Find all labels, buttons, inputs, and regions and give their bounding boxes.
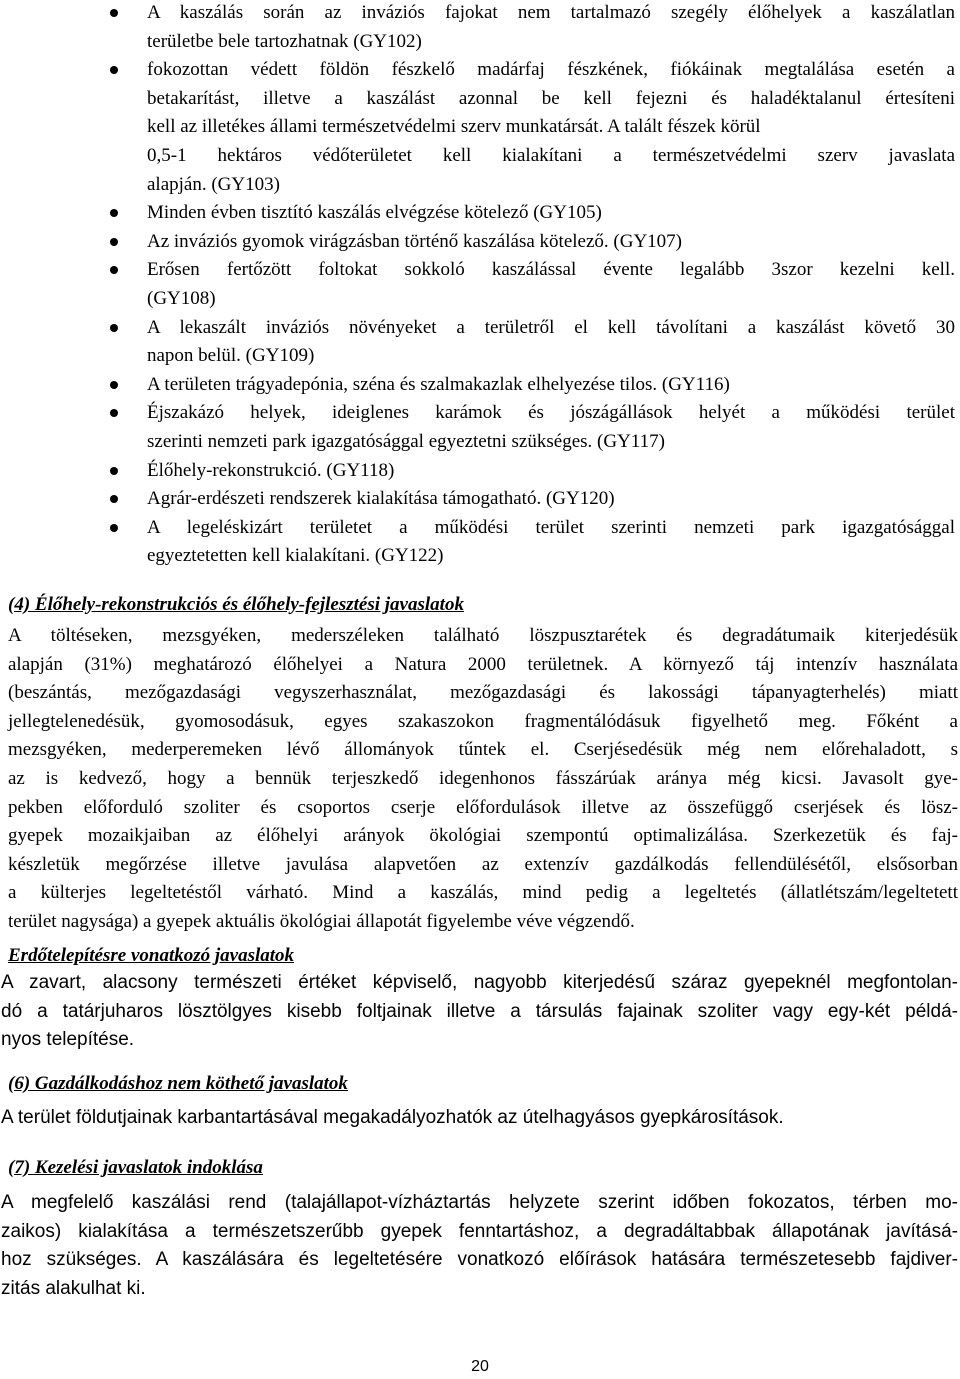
section-7-heading: (7) Kezelési javaslatok indoklása: [8, 1157, 263, 1178]
text-line: nyos telepítése.: [1, 1029, 135, 1051]
list-item: [0, 399, 955, 456]
text-line: Agrár-erdészeti rendszerek kialakítása támogatható. (GY120): [147, 488, 615, 510]
text-line: az is kedvező, hogy a bennük terjeszkedő idegenhonos fásszárúak aránya még kicsi. Javasolt gye-: [8, 767, 958, 789]
text-line: (GY108): [147, 287, 216, 309]
text-line: Éjszakázó helyek, ideiglenes karámok és jószágállások helyét a működési terület: [147, 402, 955, 424]
text-line: mezsgyéken, mederperemeken lévő állományok tűntek el. Cserjésedésük még nem előrehaladott, s: [8, 739, 958, 761]
list-item: [0, 199, 955, 228]
list-item: [0, 314, 955, 371]
text-line: hoz szükséges. A kaszálására és legeltetésére vonatkozó előírások hatására természetesebb fajdiver-: [1, 1249, 958, 1271]
text-line: dó a tatárjuharos lösztölgyes kisebb foltjainak illetve a társulás fajainak szoliter vagy egy-két példá-: [1, 1000, 958, 1022]
text-line: terület nagysága) a gyepek aktuális ökológiai állapotát figyelembe véve végzendő.: [8, 910, 635, 932]
section-4-paragraph: [8, 622, 958, 937]
section-6-paragraph: [1, 1104, 958, 1133]
management-rules-list: [0, 0, 960, 567]
text-line: A megfelelő kaszálási rend (talajállapot-vízháztartás helyzete szerint időben fokozatos, térben mo-: [1, 1192, 958, 1213]
text-line: készletük megőrzése illetve javulása alapvetően az extenzív gazdálkodás fellendülésétől, elsősorban: [8, 853, 958, 875]
text-line: zaikos) kialakítása a természetszerűbb gyepek fenntartáshoz, a degradáltabbak állapotának javításá-: [1, 1220, 958, 1242]
text-line: alapján. (GY103): [147, 173, 280, 195]
list-item: [0, 0, 955, 56]
list-item: [0, 56, 955, 199]
text-line: A töltéseken, mezsgyéken, mederszéleken található löszpusztarétek és degradátumaik kiterjedésük: [8, 625, 958, 646]
text-line: Minden évben tisztító kaszálás elvégzése kötelező (GY105): [147, 202, 602, 224]
text-line: fokozottan védett földön fészkelő madárfaj fészkének, fiókáinak megtalálása esetén a: [147, 59, 955, 81]
text-line: a külterjes legeltetéstől várható. Mind a kaszálás, mind pedig a legeltetés (állatlétszám/legeltetett: [8, 882, 958, 904]
text-line: szerinti nemzeti park igazgatósággal egyeztetni szükséges. (GY117): [147, 430, 665, 452]
text-line: területbe bele tartozhatnak (GY102): [147, 30, 422, 52]
text-line: alapján (31%) meghatározó élőhelyei a Natura 2000 területnek. A környező táj intenzív használata: [8, 653, 958, 675]
text-line: Az inváziós gyomok virágzásban történő kaszálása kötelező. (GY107): [147, 230, 682, 252]
text-line: A zavart, alacsony természeti értéket képviselő, nagyobb kiterjedésű száraz gyepeknél megfontolan-: [1, 972, 958, 993]
text-line: A legeléskizárt területet a működési terület szerinti nemzeti park igazgatósággal: [147, 516, 955, 538]
text-line: egyeztetetten kell kialakítani. (GY122): [147, 545, 444, 567]
text-line: kell az illetékes állami természetvédelmi szerv munkatársát. A talált fészek körül: [147, 116, 761, 138]
text-line: gyepek mozaikjaiban az élőhelyi arányok ökológiai szempontú optimalizálása. Szerkezetük és faj-: [8, 825, 958, 847]
text-line: pekben előforduló szoliter és csoportos cserje előfordulások illetve az összefüggő cserjések és lösz-: [8, 796, 958, 818]
text-line: jellegtelenedésük, gyomosodásuk, egyes szakaszokon fragmentálódásuk figyelhető meg. Főként a: [8, 710, 958, 732]
section-7-paragraph: [1, 1189, 958, 1303]
list-item: [0, 457, 955, 486]
text-line: Élőhely-rekonstrukció. (GY118): [147, 459, 395, 481]
text-line: (beszántás, mezőgazdasági vegyszerhasználat, mezőgazdasági és lakossági tápanyagterhelés) miatt: [8, 682, 958, 704]
text-line: betakarítást, illetve a kaszálást azonnal be kell fejezni és haladéktalanul értesíteni: [147, 87, 955, 109]
text-line: A lekaszált inváziós növényeket a területről el kell távolítani a kaszálást követő 30: [147, 316, 955, 338]
text-line: A kaszálás során az inváziós fajokat nem tartalmazó szegély élőhelyek a kaszálatlan: [147, 2, 955, 23]
list-item: [0, 514, 955, 571]
list-item: [0, 228, 955, 257]
text-line: napon belül. (GY109): [147, 345, 315, 367]
text-line: 0,5-1 hektáros védőterületet kell kialakítani a természetvédelmi szerv javaslata: [147, 144, 955, 166]
text-line: A terület földutjainak karbantartásával megakadályozhatók az útelhagyásos gyepkárosítások.: [1, 1107, 784, 1128]
text-line: A területen trágyadepónia, széna és szalmakazlak elhelyezése tilos. (GY116): [147, 373, 730, 395]
section-6-heading: (6) Gazdálkodáshoz nem köthető javaslatok: [8, 1073, 348, 1094]
text-line: zitás alakulhat ki.: [1, 1277, 146, 1299]
list-item: [0, 485, 955, 514]
afforestation-paragraph: [1, 969, 958, 1055]
section-4-heading: (4) Élőhely-rekonstrukciós és élőhely-fejlesztési javaslatok: [8, 594, 464, 615]
list-item: [0, 371, 955, 400]
afforestation-heading: Erdőtelepítésre vonatkozó javaslatok: [8, 945, 295, 966]
page-number: 20: [471, 1358, 489, 1375]
text-line: Erősen fertőzött foltokat sokkoló kaszálással évente legalább 3szor kezelni kell.: [147, 259, 955, 281]
list-item: [0, 256, 955, 313]
